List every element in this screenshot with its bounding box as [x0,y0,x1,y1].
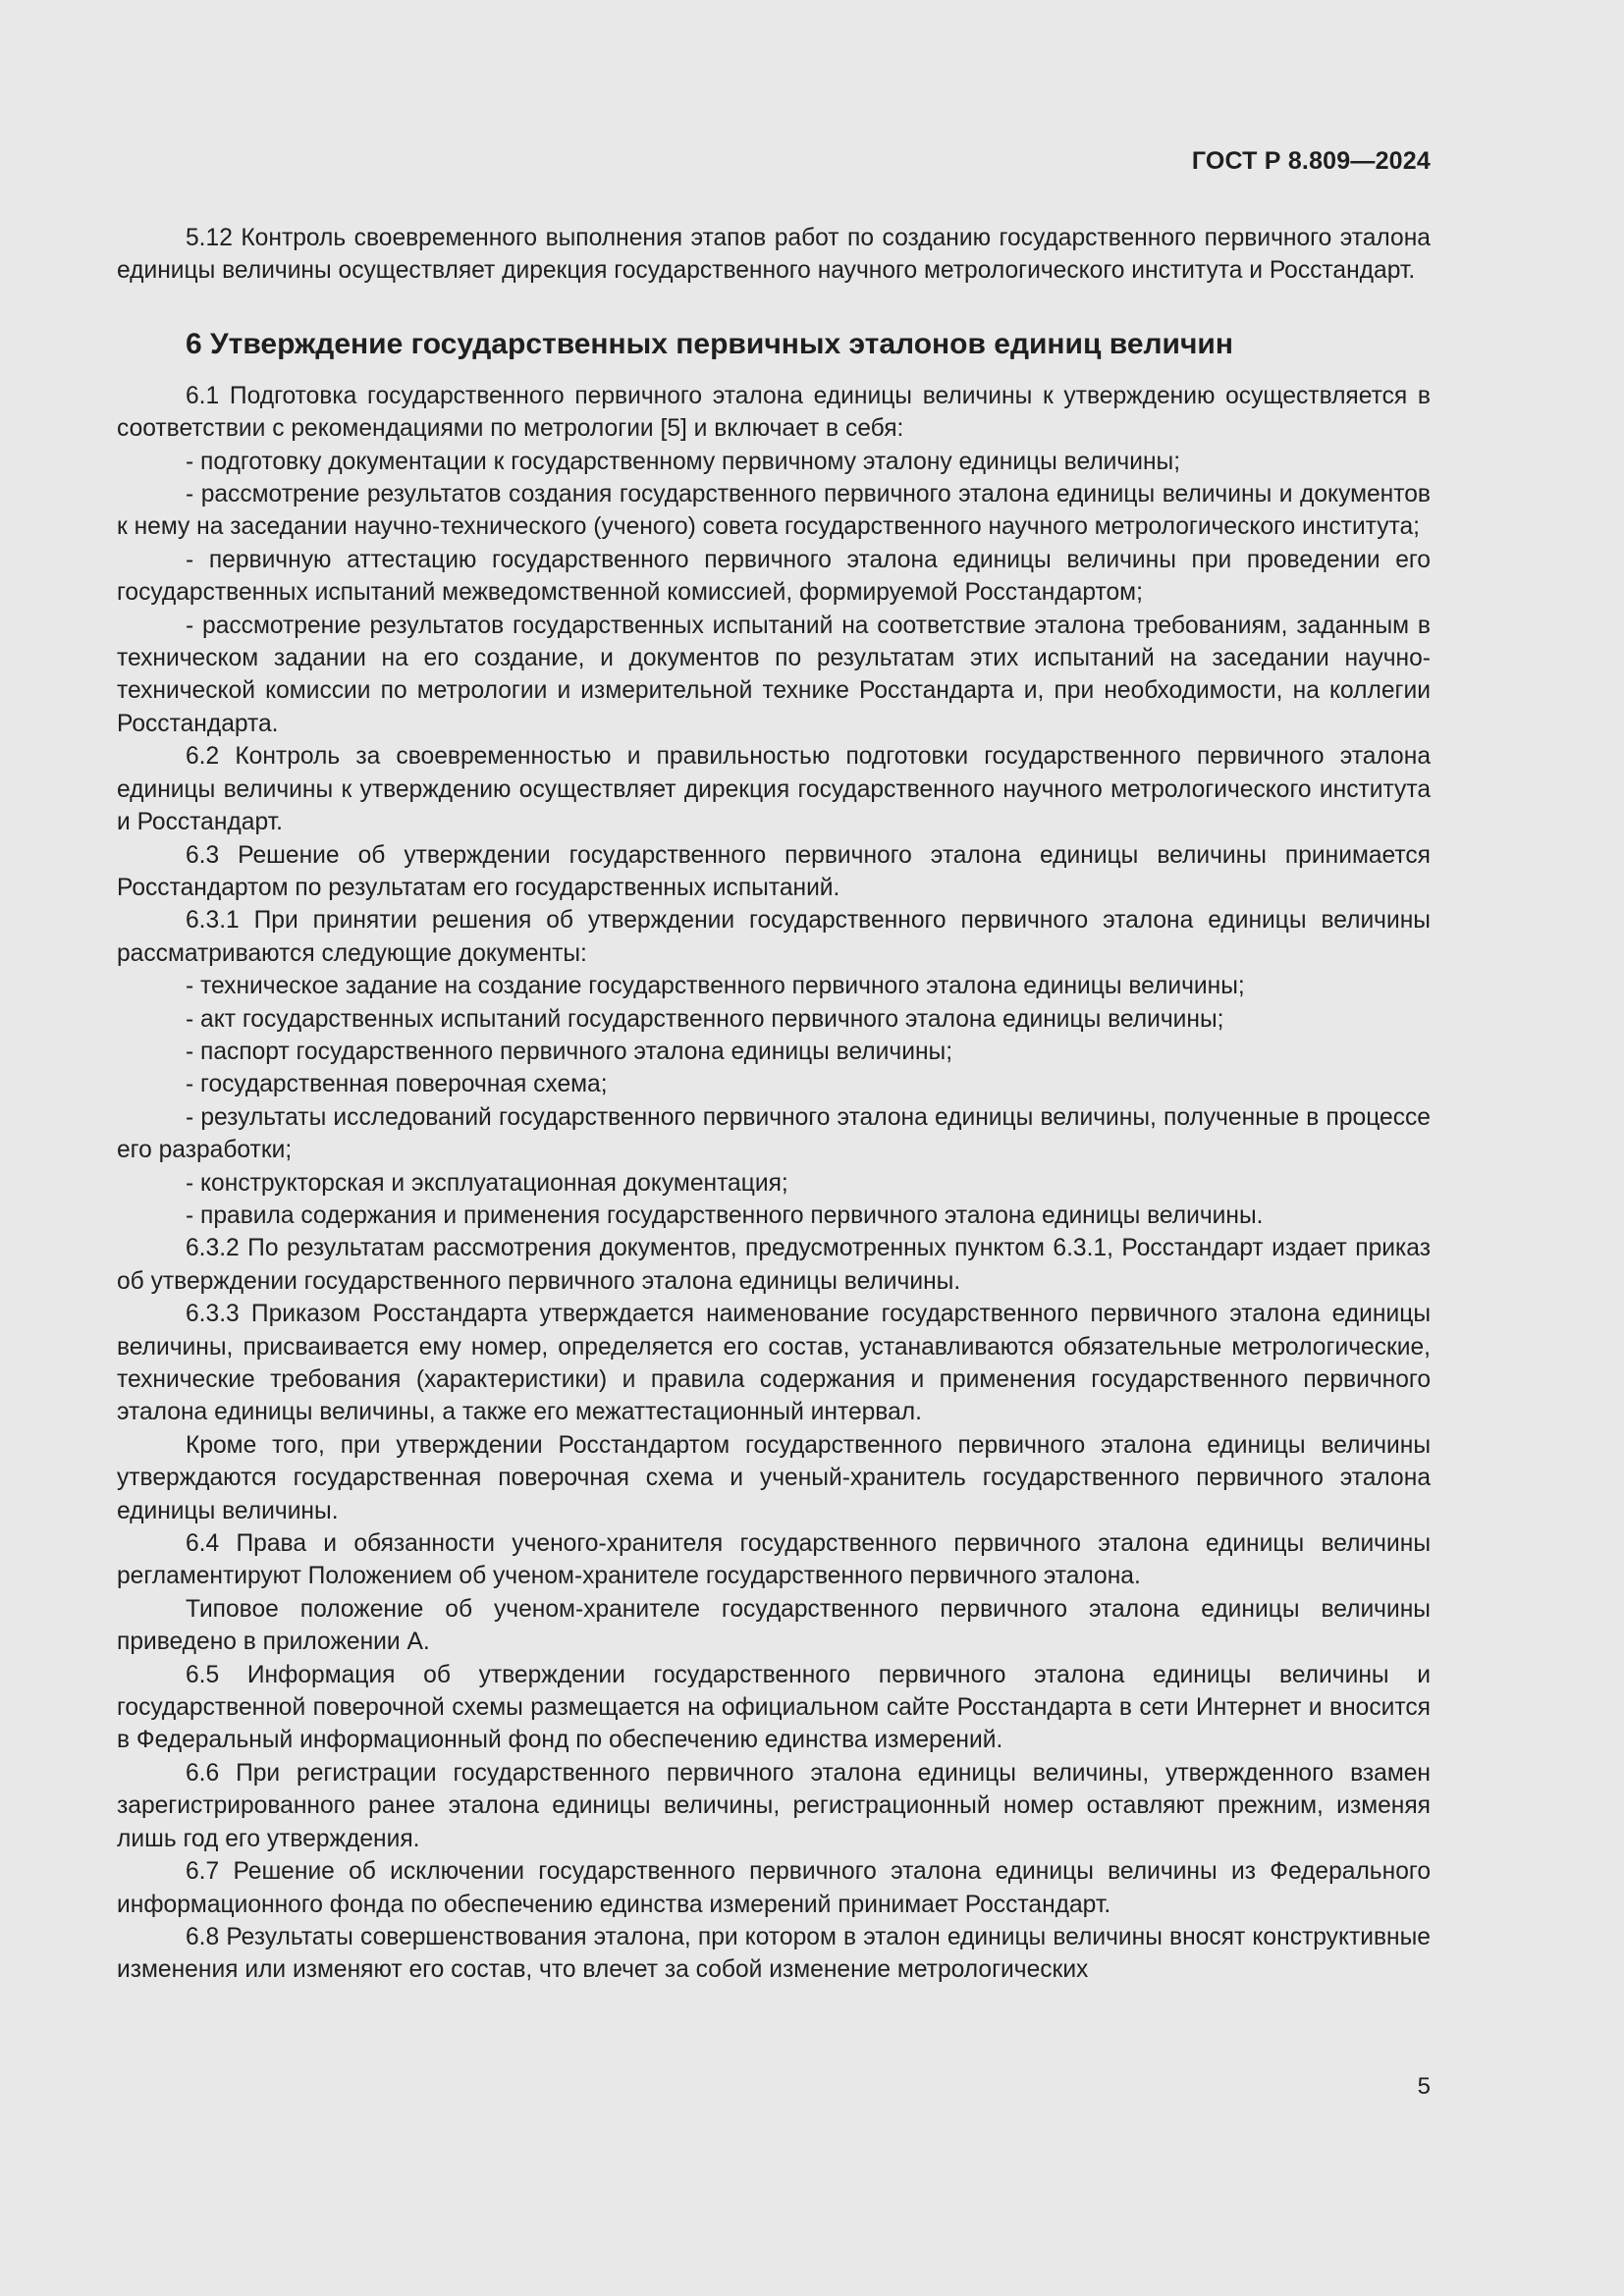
paragraph-6-8: 6.8 Результаты совершенствования эталона, при котором в эталон единицы величины вносят конструктивные изменения или изменяют его состав, что влечет за собой изменение метрологических [117,1923,1431,1984]
list-item: - правила содержания и применения государственного первичного эталона единицы величины. [186,1201,1264,1229]
list-item: - техническое задание на создание государственного первичного эталона единицы величины; [186,973,1245,1000]
list-item: - подготовку документации к государственному первичному эталону единицы величины; [186,448,1181,475]
document-code-header: ГОСТ Р 8.809—2024 [1191,147,1431,175]
paragraph-6-3: 6.3 Решение об утверждении государственного первичного эталона единицы величины принимается Росстандартом по результатам его государственных испытаний. [117,841,1431,901]
document-body [117,222,1431,1987]
list-item: - результаты исследований государственного первичного эталона единицы величины, полученные в процессе его разработки; [117,1103,1431,1164]
paragraph-6-7: 6.7 Решение об исключении государственного первичного эталона единицы величины из Федерального информационного фонда по обеспечению единства измерений принимает Росстандарт. [117,1858,1431,1918]
list-item: - акт государственных испытаний государственного первичного эталона единицы величины; [186,1005,1224,1033]
paragraph-6-3-2: 6.3.2 По результатам рассмотрения документов, предусмотренных пунктом 6.3.1, Росстандарт издает приказ об утверждении государственного первичного эталона единицы величины. [117,1235,1431,1295]
paragraph-6-4: 6.4 Права и обязанности ученого-хранителя государственного первичного эталона единицы величины регламентируют Положением об ученом-хранителе государственного первичного эталона. [117,1530,1431,1590]
section-6-title: 6 Утверждение государственных первичных эталонов единиц величин [186,327,1233,360]
paragraph-6-2: 6.2 Контроль за своевременностью и правильностью подготовки государственного первичного эталона единицы величины к утверждению осуществляет дирекция государственного научного метрологического института и Росстандарт. [117,743,1431,836]
paragraph-6-1: 6.1 Подготовка государственного первичного эталона единицы величины к утверждению осуществляется в соответствии с рекомендациями по метрологии [5] и включает в себя: [117,382,1431,443]
paragraph-6-3-1: 6.3.1 При принятии решения об утверждении государственного первичного эталона единицы величины рассматриваются следующие документы: [117,907,1431,967]
paragraph-6-3-3-continued: Кроме того, при утверждении Росстандартом государственного первичного эталона единицы величины утверждаются государственная поверочная схема и ученый-хранитель государственного первичного эталона единицы величины. [117,1431,1431,1524]
paragraph-6-6: 6.6 При регистрации государственного первичного эталона единицы величины, утвержденного взамен зарегистрированного ранее эталона единицы величины, регистрационный номер оставляют прежним, изменяя лишь год его утверждения. [117,1759,1431,1852]
list-item: - паспорт государственного первичного эталона единицы величины; [186,1038,953,1065]
paragraph-6-3-3: 6.3.3 Приказом Росстандарта утверждается наименование государственного первичного эталона единицы величины, присваивается ему номер, определяется его состав, устанавливаются обязательные метрологические, технические требования (характеристики) и правила содержания и применения государственного первичного эталона единицы величины, а также его межаттестационный интервал. [117,1301,1431,1426]
list-item: - первичную аттестацию государственного первичного эталона единицы величины при проведении его государственных испытаний межведомственной комиссией, формируемой Росстандартом; [117,546,1431,607]
list-item: - рассмотрение результатов государственных испытаний на соответствие эталона требованиям, заданным в техническом задании на его создание, и документов по результатам этих испытаний на заседании научно-технической комиссии по метрологии и измерительной технике Росстандарта и, при необходимости, на коллегии Росстандарта. [117,612,1431,737]
list-item: - конструкторская и эксплуатационная документация; [186,1169,788,1197]
paragraph-6-4-continued: Типовое положение об ученом-хранителе государственного первичного эталона единицы величины приведено в приложении А. [117,1595,1431,1656]
paragraph-6-5: 6.5 Информация об утверждении государственного первичного эталона единицы величины и государственной поверочной схемы размещается на официальном сайте Росстандарта в сети Интернет и вносится в Федеральный информационный фонд по обеспечению единства измерений. [117,1661,1431,1754]
list-item: - рассмотрение результатов создания государственного первичного эталона единицы величины и документов к нему на заседании научно-технического (ученого) совета государственного научного метрологического института; [117,481,1431,541]
list-item: - государственная поверочная схема; [186,1071,608,1098]
paragraph-5-12: 5.12 Контроль своевременного выполнения этапов работ по созданию государственного первичного эталона единицы величины осуществляет дирекция государственного научного метрологического института и Росстандарт. [117,225,1431,285]
page-number: 5 [1417,2073,1431,2100]
